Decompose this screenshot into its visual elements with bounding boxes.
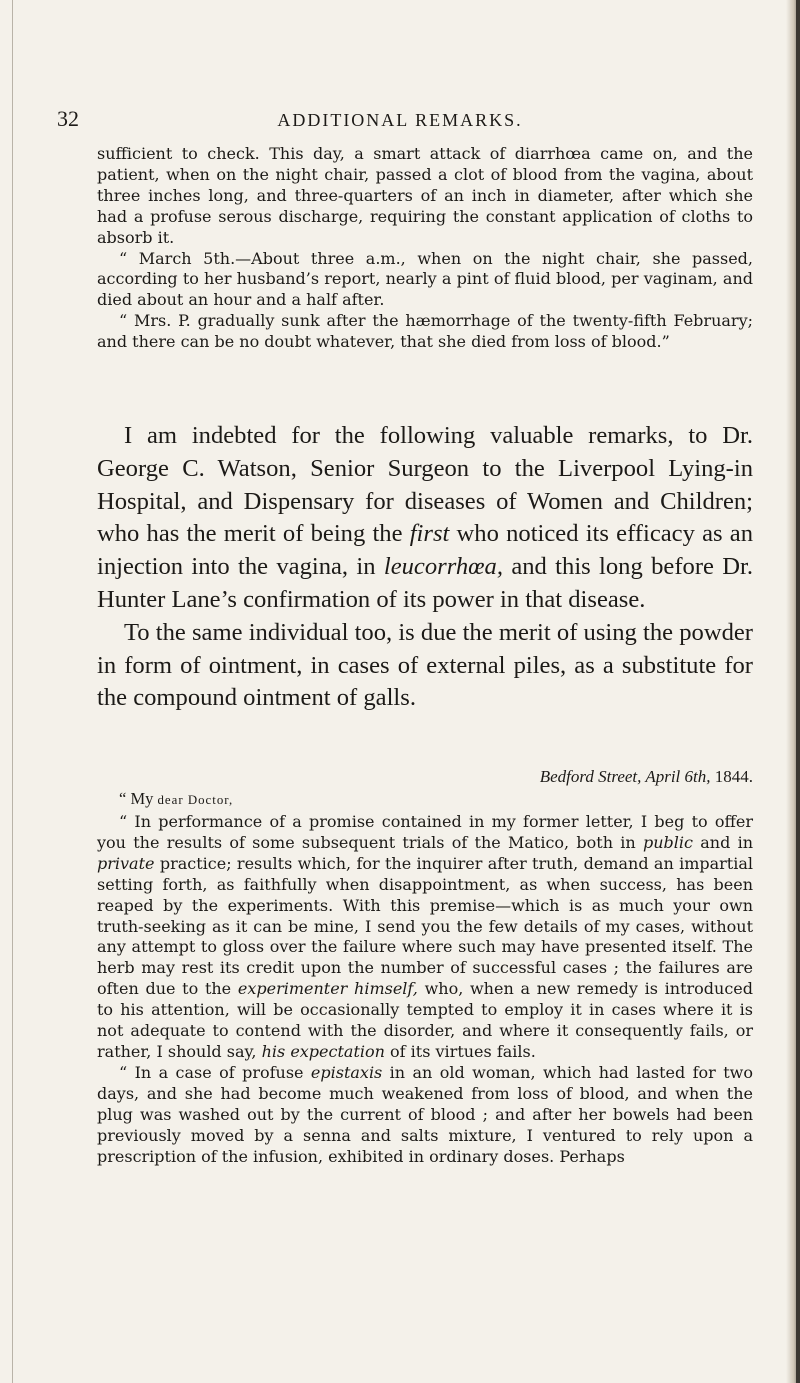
text-run: who, when a new remedy is introduced to his attention, will be occasionally tempted to employ it in cases where it is not adequate to contend with the disorder, and where it consequently fails, or rather, I should say, bbox=[97, 979, 753, 1061]
text-run: “ In a case of profuse bbox=[119, 1062, 311, 1082]
paragraph-mrs-p: “ Mrs. P. gradually sunk after the hæmorrhage of the twenty-fifth February; and there can be no doubt whatever, that she died from loss of blood.” bbox=[97, 311, 753, 352]
page-left-rule bbox=[12, 0, 13, 1383]
italic-public: public bbox=[642, 832, 693, 852]
letter-paragraph-epistaxis bbox=[97, 1063, 753, 1168]
letter-paragraph-performance bbox=[97, 812, 753, 1063]
text-run: “ In performance of a promise contained in my former letter, I beg to offer you the results of some subsequent trials of the Matico, both in bbox=[97, 812, 753, 852]
italic-first: first bbox=[409, 520, 450, 548]
letter-place-date: Bedford Street, April 6th, bbox=[539, 767, 711, 786]
running-head: ADDITIONAL REMARKS. bbox=[277, 110, 523, 130]
letter-salutation bbox=[119, 788, 233, 811]
paragraph-march-5th: “ March 5th.—About three a.m., when on the night chair, she passed, according to her husband’s report, nearly a pint of fluid blood, per vaginam, and died about an hour and a half after. bbox=[97, 248, 753, 310]
italic-private: private bbox=[97, 853, 155, 873]
text-run: in an old woman, which had lasted for two days, and she had become much weakened from loss of blood, and when the plug was washed out by the current of blood ; and after her bowels had been previously moved by a senna and salts mixture, I ventured to rely upon a prescription of the infusion, exhibited in ordinary doses. Perhaps bbox=[97, 1062, 753, 1166]
italic-experimenter: experimenter himself, bbox=[237, 979, 418, 999]
text-run: who noticed its efficacy as an injection into the vagina, in bbox=[97, 520, 753, 581]
paragraph-continuation: sufficient to check. This day, a smart attack of diarrhœa came on, and the patient, when on the night chair, passed a clot of blood from the vagina, about three inches long, and three-quarters of an inch in diameter, after which she had a profuse serous discharge, requiring the constant application of cloths to absorb it. bbox=[97, 144, 753, 247]
paragraph-same-individual: To the same individual too, is due the merit of using the powder in form of ointment, in cases of external piles, as a substitute for the compound ointment of galls. bbox=[97, 618, 753, 712]
italic-expectation: his expectation bbox=[261, 1041, 385, 1061]
text-run: practice; results which, for the inquirer after truth, demand an impartial setting forth, as faithfully when disappointment, as when success, has been reaped by the experiments. With this premise—which is as much your own truth-seeking as it can be mine, I send you the few details of my cases, without any attempt to gloss over the failure where such may have presented itself. The herb may rest its credit upon the number of successful cases ; the failures are often due to the bbox=[97, 853, 753, 999]
text-run: and this long before Dr. Hunter Lane’s confirmation of its power in that disease. bbox=[97, 553, 754, 613]
letter-year: 1844. bbox=[714, 767, 753, 786]
text-run: I am indebted for the following valuable remarks, to Dr. George C. Watson, Senior Surgeon to the Liverpool Lying-in Hospital, and Dispensary for diseases of Women and Children; who has the merit of being the bbox=[97, 422, 753, 548]
letter-body bbox=[97, 812, 753, 1167]
italic-epistaxis: epistaxis bbox=[310, 1062, 383, 1082]
salutation-open: “ My bbox=[119, 789, 154, 808]
letter-dateline bbox=[97, 766, 753, 788]
large-text-block bbox=[97, 420, 753, 715]
paragraph-indebted bbox=[97, 420, 753, 617]
text-run: of its virtues fails. bbox=[384, 1041, 536, 1061]
text-run: and in bbox=[692, 832, 754, 852]
italic-leucorrhoea: leucorrhœa, bbox=[383, 553, 503, 581]
salutation-rest: dear Doctor, bbox=[157, 793, 234, 807]
page-edge-dark bbox=[796, 0, 800, 1383]
page-number: 32 bbox=[57, 106, 79, 131]
upper-text-block bbox=[97, 144, 753, 353]
